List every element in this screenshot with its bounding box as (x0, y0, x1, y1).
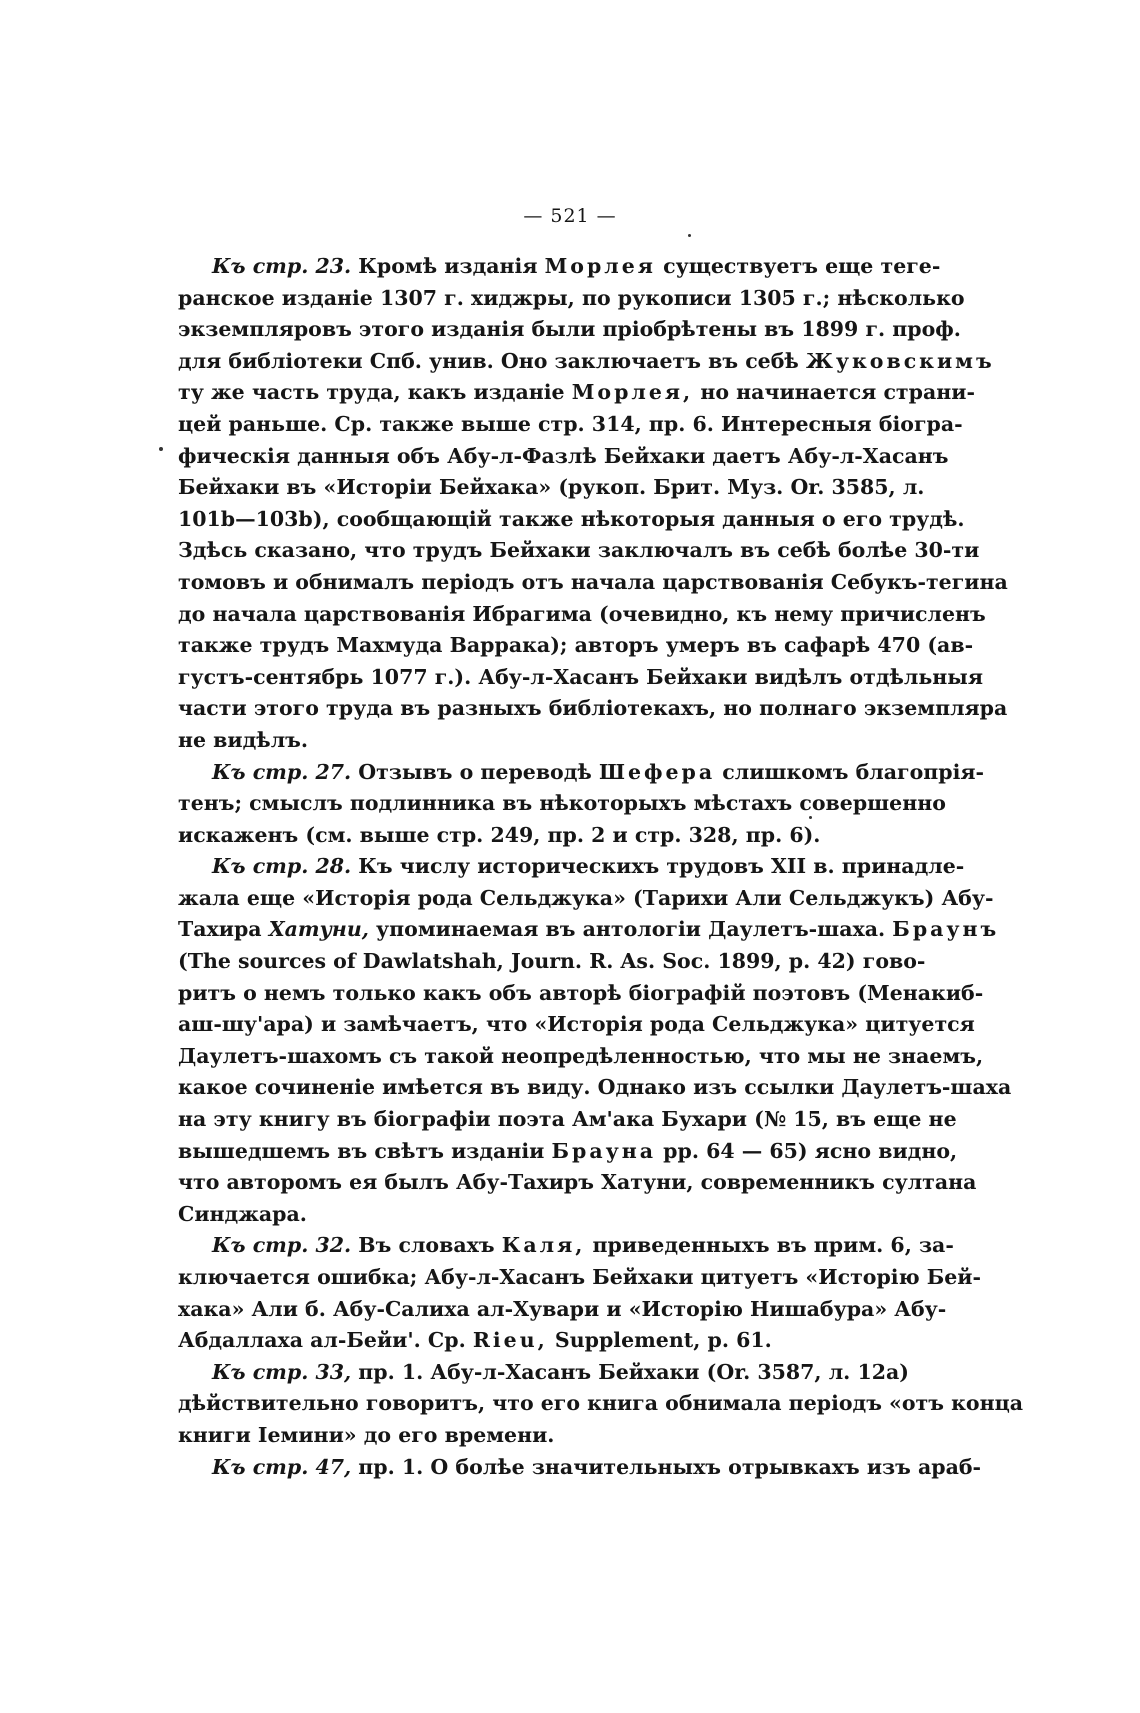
text-line (178, 757, 985, 789)
text-line (178, 662, 983, 694)
line-text: (The sources of Dawlatshah, Journ. R. As. Soc. 1899, p. 42) гово- (178, 949, 926, 974)
line-text: Здѣсь сказано, что трудъ Бейхаки заключалъ въ себѣ болѣе 30-ти (178, 538, 980, 563)
page-speck (809, 816, 812, 819)
text-line (178, 1136, 958, 1168)
line-text: хака» Али б. Абу-Салиха ал-Хувари и «Исторію Нишабура» Абу- (178, 1296, 947, 1321)
line-text: Въ словахъ (358, 1233, 495, 1258)
line-text: густъ-сентябрь 1077 г.). Абу-л-Хасанъ Бейхаки видѣлъ отдѣльныя (178, 664, 983, 689)
text-line (178, 346, 995, 378)
text-line (178, 441, 949, 473)
text-line (178, 283, 965, 315)
page-reference: Къ стр. 28. (212, 854, 352, 879)
page-speck (159, 447, 163, 451)
line-text: томовъ и обнималъ періодъ отъ начала царствованія Себукъ-тегина (178, 569, 1008, 594)
text-line (178, 820, 906, 852)
line-text-rest: упоминаемая въ антологіи Даулетъ-шаха. (376, 917, 886, 942)
author-name: Браунъ (892, 917, 1000, 942)
line-text-rest: Supplement, p. 61. (554, 1328, 772, 1353)
author-name: Rieu, (472, 1328, 548, 1353)
line-text: цей раньше. Ср. также выше стр. 314, пр. 6. Интересныя біогра- (178, 411, 963, 436)
line-text: Кромѣ изданія (358, 254, 538, 278)
text-line (178, 377, 975, 409)
line-text: не видѣлъ. (178, 727, 309, 752)
line-text: 101b—103b), сообщающій также нѣкоторыя данныя о его трудѣ. (178, 506, 965, 531)
line-text-rest: но начинается страни- (700, 380, 975, 405)
line-text: также трудъ Махмуда Варрака); авторъ умеръ въ сафарѣ 470 (ав- (178, 633, 974, 658)
line-text: до начала царствованія Ибрагима (очевидно, къ нему причисленъ (178, 601, 986, 626)
line-text: искаженъ (см. выше стр. 249, пр. 2 и стр. 328, пр. 6). (178, 822, 821, 847)
page-reference: Къ стр. 47, (212, 1454, 352, 1479)
text-line (178, 1262, 982, 1294)
line-text: экземпляровъ этого изданія были пріобрѣтены въ 1899 г. проф. (178, 317, 961, 342)
author-name: Жуковскимъ (805, 348, 995, 373)
line-text-rest: существуетъ еще теге- (663, 254, 941, 278)
author-name: Шефера (598, 759, 716, 784)
text-line (178, 599, 986, 631)
text-line (178, 630, 974, 662)
text-line (178, 567, 1008, 599)
page-speck (688, 234, 691, 237)
line-text: части этого труда въ разныхъ библіотекахъ, но полнаго экземпляра (178, 696, 1008, 721)
text-line (178, 1325, 906, 1357)
line-text: на эту книгу въ біографіи поэта Ам'ака Бухари (№ 15, въ еще не (178, 1107, 957, 1132)
line-text: для библіотеки Спб. унив. Оно заключаетъ въ себѣ (178, 348, 799, 373)
line-text: ту же часть труда, какъ изданіе (178, 380, 565, 405)
page-reference: Къ стр. 33, (212, 1359, 352, 1384)
line-text: тенъ; смыслъ подлинника въ нѣкоторыхъ мѣстахъ совершенно (178, 791, 946, 816)
text-line (178, 851, 965, 883)
author-name: Морлея (544, 254, 656, 278)
text-line (178, 251, 941, 283)
text-line (178, 1009, 975, 1041)
text-line (178, 1294, 947, 1326)
text-line (178, 914, 1000, 946)
line-text: аш-шу'ара) и замѣчаетъ, что «Исторія рода Сельджука» цитуется (178, 1012, 975, 1037)
page-reference: Къ стр. 32. (212, 1233, 352, 1258)
text-line (178, 1230, 954, 1262)
line-text: Абдаллаха ал-Бейи'. Ср. (178, 1328, 466, 1353)
text-line (178, 1167, 977, 1199)
line-text: дѣйствительно говоритъ, что его книга обнимала періодъ «отъ конца (178, 1391, 1024, 1416)
line-text: что авторомъ ея былъ Абу-Тахиръ Хатуни, современникъ султана (178, 1170, 977, 1195)
text-line (178, 978, 984, 1010)
line-text: вышедшемъ въ свѣтъ изданіи (178, 1138, 545, 1163)
author-name: Брауна (551, 1138, 657, 1163)
line-text: Даулетъ-шахомъ съ такой неопредѣленностью, что мы не знаемъ, (178, 1043, 984, 1068)
author-name: Каля, (501, 1233, 586, 1258)
text-line (178, 788, 946, 820)
text-line (178, 725, 906, 757)
text-line (178, 1104, 957, 1136)
author-name: Морлея, (571, 380, 694, 405)
line-text: пр. 1. Абу-л-Хасанъ Бейхаки (Or. 3587, л. 12a) (358, 1359, 909, 1384)
page-reference: Къ стр. 23. (212, 254, 352, 278)
text-line (178, 946, 926, 978)
line-text: ритъ о немъ только какъ объ авторѣ біографій поэтовъ (Менакиб- (178, 980, 984, 1005)
line-text: жала еще «Исторія рода Сельджука» (Тарихи Али Сельджукъ) Абу- (178, 885, 994, 910)
text-line (178, 409, 963, 441)
body-text (178, 251, 1024, 1483)
text-line (178, 535, 980, 567)
text-line (178, 1357, 909, 1389)
line-text-rest: приведенныхъ въ прим. 6, за- (592, 1233, 954, 1258)
page-reference: Къ стр. 27. (212, 759, 352, 784)
line-text: фическія данныя объ Абу-л-Фазлѣ Бейхаки даетъ Абу-л-Хасанъ (178, 443, 949, 468)
text-line (178, 1452, 982, 1484)
line-text: книги Іемини» до его времени. (178, 1422, 555, 1447)
line-text: какое сочиненіе имѣется въ виду. Однако изъ ссылки Даулетъ-шаха (178, 1075, 1012, 1100)
page-number: — 521 — (523, 205, 617, 227)
line-text: ранское изданіе 1307 г. хиджры, по рукописи 1305 г.; нѣсколько (178, 285, 965, 310)
line-text: Бейхаки въ «Исторіи Бейхака» (рукоп. Брит. Муз. Or. 3585, л. (178, 475, 925, 500)
italic-name: Хатуни, (268, 917, 369, 942)
text-line (178, 504, 965, 536)
text-line (178, 472, 925, 504)
text-line (178, 314, 961, 346)
line-text-rest: слишкомъ благопрія- (722, 759, 985, 784)
line-text: пр. 1. О болѣе значительныхъ отрывкахъ изъ араб- (358, 1454, 982, 1479)
text-line (178, 1041, 984, 1073)
text-line (178, 1420, 906, 1452)
line-text: Къ числу историческихъ трудовъ XII в. принадле- (358, 854, 965, 879)
line-text-rest: pp. 64 — 65) ясно видно, (663, 1138, 958, 1163)
text-line (178, 1199, 906, 1231)
line-text: Тахира (178, 917, 262, 942)
text-line (178, 1388, 1024, 1420)
text-line (178, 883, 994, 915)
text-line (178, 1072, 1012, 1104)
line-text: Отзывъ о переводѣ (358, 759, 592, 784)
text-line (178, 693, 1008, 725)
line-text: ключается ошибка; Абу-л-Хасанъ Бейхаки цитуетъ «Исторію Бей- (178, 1265, 982, 1289)
line-text: Синджара. (178, 1201, 307, 1226)
